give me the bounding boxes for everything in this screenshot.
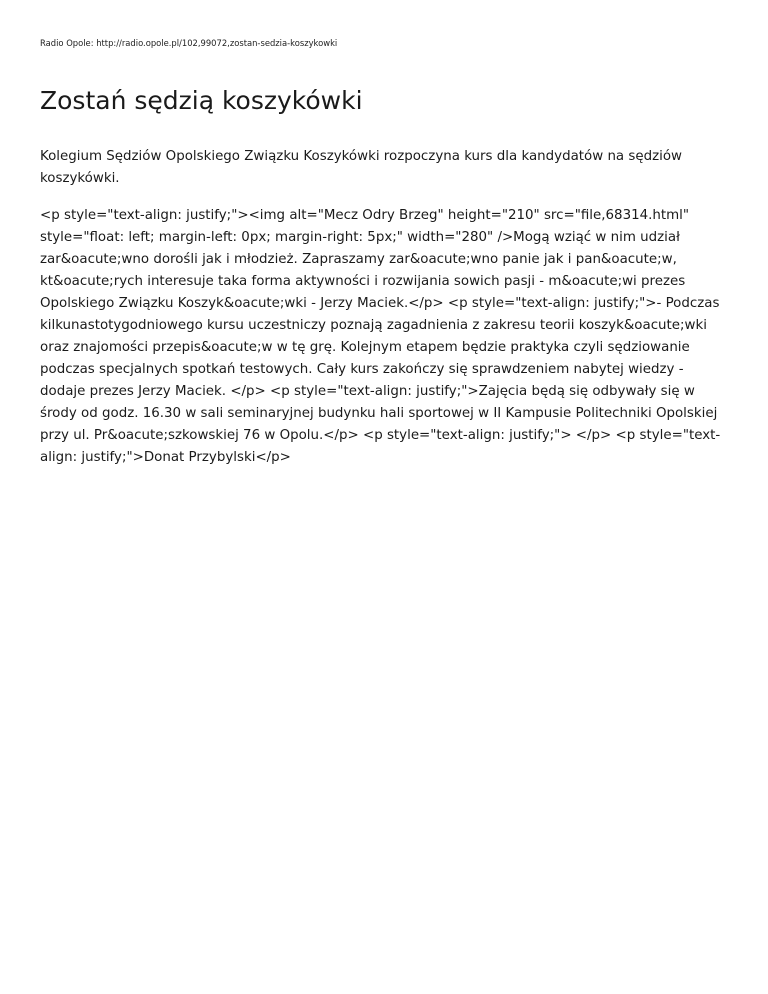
article-title: Zostań sędzią koszykówki xyxy=(40,86,363,115)
source-url-line: Radio Opole: http://radio.opole.pl/102,99072,zostan-sedzia-koszykowki xyxy=(40,38,338,48)
article-body-raw-html: <p style="text-align: justify;"><img alt="Mecz Odry Brzeg" height="210" src="file,68314.html" style="float: left; margin-left: 0px; margin-right: 5px;" width="280" />Mogą wziąć w nim udział zar&oacute;wno dorośli jak i młodzież. Zapraszamy zar&oacute;wno panie jak i pan&oacute;w, kt&oacute;rych interesuje taka forma aktywności i rozwijania sowich pasji - m&oacute;wi prezes Opolskiego Związku Koszyk&oacute;wki - Jerzy Maciek.</p> <p style="text-align: justify;">- Podczas kilkunastotygodniowego kursu uczestniczy poznają zagadnienia z zakresu teorii koszyk&oacute;wki oraz znajomości przepis&oacute;w w tę grę. Kolejnym etapem będzie praktyka czyli sędziowanie podczas specjalnych spotkań testowych. Cały kurs zakończy się sprawdzeniem nabytej wiedzy - dodaje prezes Jerzy Maciek. </p> <p style="text-align: justify;">Zajęcia będą się odbywały się w środy od godz. 16.30 w sali seminaryjnej budynku hali sportowej w II Kampusie Politechniki Opolskiej przy ul. Pr&oacute;szkowskiej 76 w Opolu.</p> <p style="text-align: justify;"> </p> <p style="text-align: justify;">Donat Przybylski</p> xyxy=(40,208,721,465)
article-lead: Kolegium Sędziów Opolskiego Związku Koszykówki rozpoczyna kurs dla kandydatów na sędziów koszykówki. xyxy=(40,149,682,186)
